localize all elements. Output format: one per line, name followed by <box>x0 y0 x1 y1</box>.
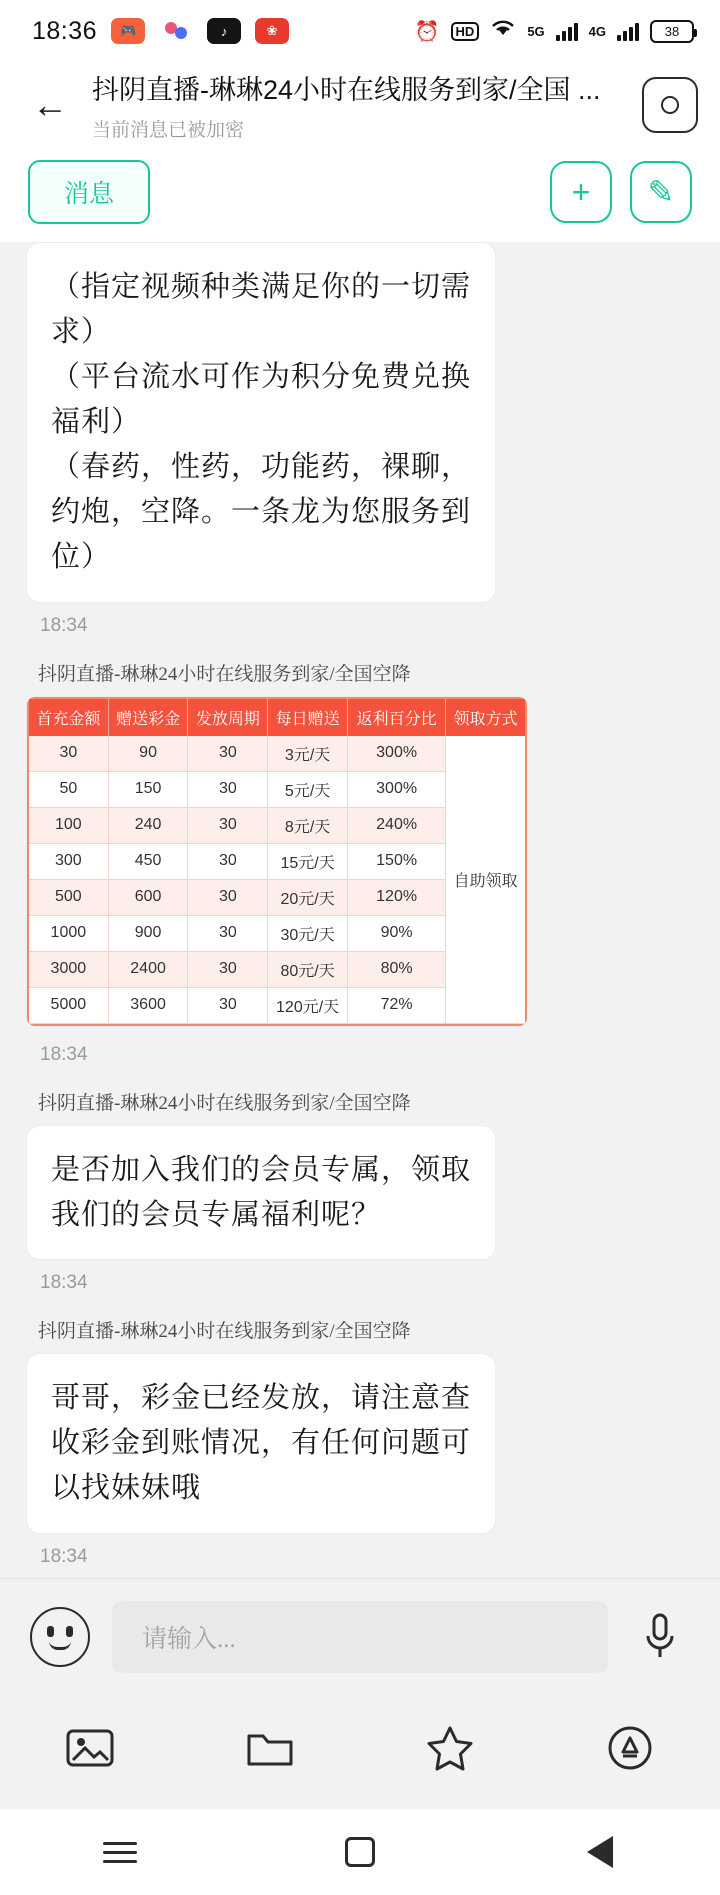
table-cell: 150% <box>347 843 445 879</box>
message-sender: 抖阴直播-琳琳24小时在线服务到家/全国空降 <box>38 663 411 685</box>
table-cell: 150 <box>108 771 188 807</box>
table-cell: 500 <box>29 879 108 915</box>
table-row <box>29 736 525 772</box>
message-line: 哥哥，彩金已经发放，请注意查 <box>51 1382 472 1415</box>
table-header-cell: 返利百分比 <box>347 699 445 736</box>
menu-nav-icon[interactable] <box>75 1822 165 1882</box>
header-bar <box>0 62 720 156</box>
message-line: 是否加入我们的会员专属，领取 <box>51 1153 472 1186</box>
table-cell: 240% <box>347 807 445 843</box>
price-table <box>27 697 527 1026</box>
table-cell: 30 <box>188 987 268 1023</box>
message-line: 福利） <box>51 405 142 438</box>
message-line: 约炮，空降。一条龙为您服务到 <box>51 495 472 528</box>
message-line: 收彩金到账情况，有任何问题可 <box>51 1427 472 1460</box>
message-line: （指定视频种类满足你的一切需 <box>51 271 472 303</box>
table-cell: 300 <box>29 843 108 879</box>
kuaishou-badge-icon: ❀ <box>255 18 289 44</box>
signal-bars-1-icon <box>556 21 578 41</box>
signal-bars-2-icon <box>617 21 639 41</box>
wifi-icon <box>490 18 516 44</box>
chat-scroll-area[interactable] <box>0 242 720 1578</box>
attachment-tool-row <box>0 1695 720 1809</box>
hd-icon: HD <box>451 22 480 41</box>
table-cell: 3600 <box>108 987 188 1023</box>
table-header-cell: 每日赠送 <box>268 699 348 736</box>
folder-icon[interactable] <box>235 1713 305 1783</box>
table-cell: 30 <box>188 879 268 915</box>
message-line: （春药，性药，功能药，裸聊， <box>51 450 472 483</box>
message-image[interactable] <box>26 696 528 1027</box>
battery-icon <box>650 20 694 43</box>
message-bubble[interactable] <box>26 1353 496 1534</box>
emoji-mouth <box>49 1641 71 1650</box>
table-cell: 1000 <box>29 915 108 951</box>
encryption-notice: 当前消息已被加密 <box>92 120 245 141</box>
network-5g-label: 5G <box>527 23 545 39</box>
message-line: 我们的会员专属福利呢？ <box>51 1198 382 1231</box>
at-circle-icon[interactable] <box>595 1713 665 1783</box>
message-sender: 抖阴直播-琳琳24小时在线服务到家/全国空降 <box>38 1321 411 1343</box>
message-line: 以找妹妹哦 <box>51 1472 202 1505</box>
tab-messages[interactable]: 消息 <box>28 160 150 224</box>
home-nav-icon[interactable] <box>315 1822 405 1882</box>
table-cell: 5元/天 <box>268 771 348 807</box>
table-cell: 72% <box>347 987 445 1023</box>
status-bar <box>0 0 720 62</box>
message-item <box>0 1316 720 1568</box>
table-cell: 100 <box>29 807 108 843</box>
message-line: 求） <box>51 315 112 348</box>
table-cell: 5000 <box>29 987 108 1023</box>
table-cell: 90% <box>347 915 445 951</box>
table-cell: 90 <box>108 736 188 772</box>
table-header-cell: 首充金额 <box>29 699 108 736</box>
message-line: （平台流水可作为积分免费兑换 <box>51 360 472 393</box>
table-cell: 3元/天 <box>268 736 348 772</box>
table-cell: 30 <box>188 771 268 807</box>
table-header-cell: 赠送彩金 <box>108 699 188 736</box>
message-item <box>0 1088 720 1295</box>
table-cell: 30 <box>188 951 268 987</box>
action-buttons <box>550 161 692 223</box>
table-cell: 300% <box>347 736 445 772</box>
table-cell: 2400 <box>108 951 188 987</box>
table-header-row <box>29 699 525 736</box>
table-cell: 240 <box>108 807 188 843</box>
message-timestamp: 18:34 <box>40 1546 88 1568</box>
game-badge-icon: 🎮 <box>111 18 145 44</box>
table-cell: 50 <box>29 771 108 807</box>
action-row <box>0 156 720 242</box>
table-cell: 20元/天 <box>268 879 348 915</box>
table-cell: 15元/天 <box>268 843 348 879</box>
message-timestamp: 18:34 <box>40 614 88 636</box>
table-cell: 900 <box>108 915 188 951</box>
gear-inner-circle <box>661 96 679 114</box>
star-icon[interactable] <box>415 1713 485 1783</box>
message-bubble[interactable] <box>26 242 496 603</box>
alarm-icon: ⏰ <box>414 20 440 43</box>
table-cell: 80% <box>347 951 445 987</box>
message-item <box>0 659 720 1066</box>
message-line: 位） <box>51 540 112 573</box>
table-cell: 30 <box>29 736 108 772</box>
status-time: 18:36 <box>32 16 98 45</box>
table-cell: 300% <box>347 771 445 807</box>
message-input-bar <box>0 1578 720 1695</box>
message-input[interactable]: 请输入... <box>112 1601 608 1673</box>
emoji-eye-left <box>47 1626 54 1637</box>
message-timestamp: 18:34 <box>40 1043 88 1065</box>
message-bubble[interactable] <box>26 1125 496 1261</box>
emoji-eye-right <box>66 1626 73 1637</box>
add-button[interactable]: + <box>550 161 612 223</box>
table-header-cell: 发放周期 <box>188 699 268 736</box>
table-cell: 30 <box>188 736 268 772</box>
claim-method-cell: 自助领取 <box>446 736 525 1024</box>
back-nav-icon[interactable] <box>555 1822 645 1882</box>
table-cell: 8元/天 <box>268 807 348 843</box>
table-header-cell: 领取方式 <box>446 699 525 736</box>
home-nav-square <box>345 1837 375 1867</box>
menu-nav-lines <box>103 1836 137 1869</box>
system-nav-bar <box>0 1809 720 1895</box>
compose-button[interactable]: ✎ <box>630 161 692 223</box>
table-cell: 120% <box>347 879 445 915</box>
status-bar-left <box>32 17 289 46</box>
table-cell: 600 <box>108 879 188 915</box>
page-title: 抖阴直播-琳琳24小时在线服务到家/全国 ... <box>92 75 601 105</box>
table-cell: 30 <box>188 915 268 951</box>
table-cell: 30 <box>188 807 268 843</box>
tiktok-badge-icon: ♪ <box>207 18 241 44</box>
table-cell: 30元/天 <box>268 915 348 951</box>
emoji-face-icon[interactable] <box>30 1607 90 1667</box>
status-bar-right <box>415 18 694 44</box>
battery-percent: 38 <box>664 23 680 39</box>
photo-badge-icon <box>159 18 193 44</box>
microphone-icon[interactable] <box>630 1607 690 1667</box>
message-timestamp: 18:34 <box>40 1272 88 1294</box>
back-arrow-icon[interactable]: ← <box>32 84 68 125</box>
table-cell: 80元/天 <box>268 951 348 987</box>
table-cell: 30 <box>188 843 268 879</box>
gallery-icon[interactable] <box>55 1713 125 1783</box>
header-title-block <box>78 68 642 142</box>
gear-icon[interactable] <box>642 77 698 133</box>
table-cell: 120元/天 <box>268 987 348 1023</box>
table-cell: 3000 <box>29 951 108 987</box>
message-item <box>0 242 720 637</box>
message-sender: 抖阴直播-琳琳24小时在线服务到家/全国空降 <box>38 1092 411 1114</box>
network-4g-label: 4G <box>588 23 606 39</box>
back-nav-triangle <box>587 1836 613 1868</box>
table-cell: 450 <box>108 843 188 879</box>
